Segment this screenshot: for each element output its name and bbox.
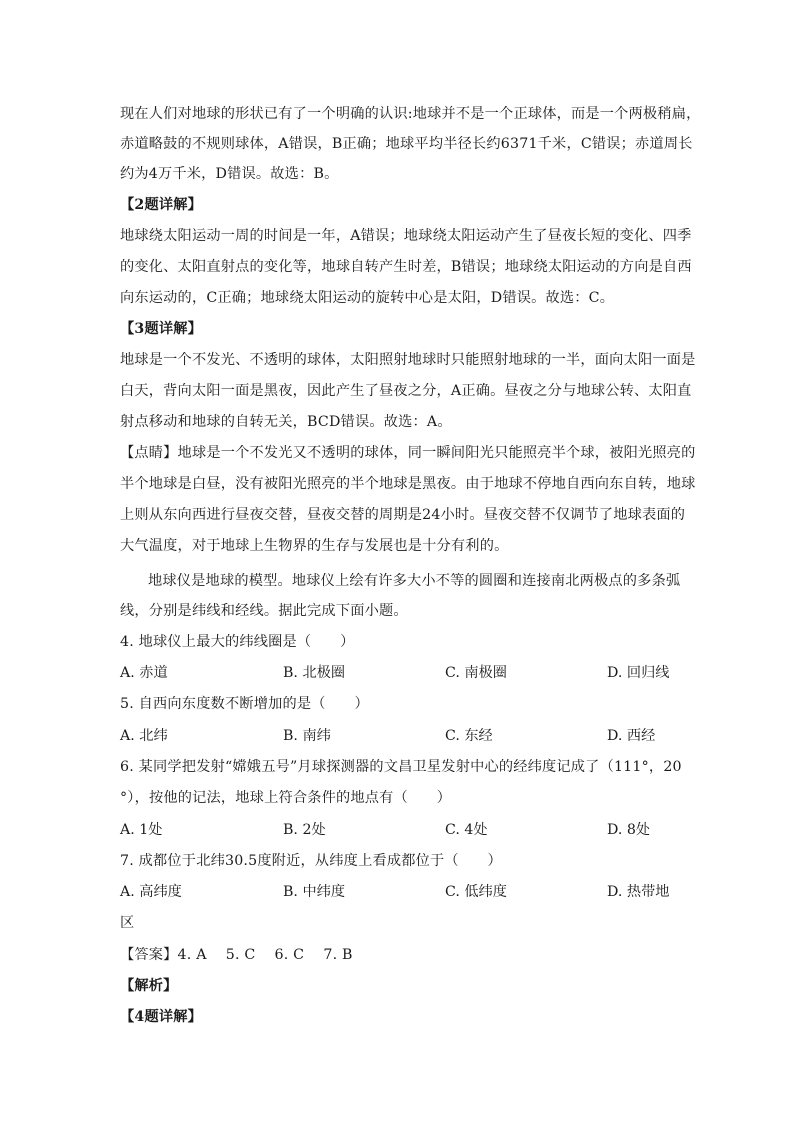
text-line: 大气温度，对于地球上生物界的生存与发展也是十分有利的。 [120, 538, 509, 554]
text-line: 现在人们对地球的形状已有了一个明确的认识:地球并不是一个正球体，而是一个两极稍扁， [120, 106, 701, 122]
q5-option-a: A. 北纬 [120, 728, 168, 744]
q7-option-b: B. 中纬度 [283, 884, 346, 900]
text-line: 约为4万千米，D错误。故选：B。 [120, 166, 339, 182]
text-line: 的变化、太阳直射点的变化等，地球自转产生时差，B错误；地球绕太阳运动的方向是自西 [120, 259, 692, 275]
q7-option-d-cont: 区 [120, 915, 135, 931]
q7-option-d: D. 热带地 [607, 884, 670, 900]
q6-option-d: D. 8处 [607, 822, 651, 838]
passage-intro: 地球仪是地球的模型。地球仪上绘有许多大小不等的圆圈和连接南北两极点的多条弧 [148, 573, 681, 589]
section-heading: 【2题详解】 [120, 197, 203, 213]
question-5: 5. 自西向东度数不断增加的是（ ） [120, 696, 369, 712]
q6-option-c: C. 4处 [445, 822, 488, 838]
q5-option-d: D. 西经 [607, 728, 656, 744]
text-line: 地球绕太阳运动一周的时间是一年，A错误；地球绕太阳运动产生了昼夜长短的变化、四季 [120, 228, 692, 244]
q4-option-c: C. 南极圈 [445, 665, 507, 681]
text-line: 上则从东向西进行昼夜交替，昼夜交替的周期是24小时。昼夜交替不仅调节了地球表面的 [120, 507, 686, 523]
text-line: 地球是一个不发光、不透明的球体，太阳照射地球时只能照射地球的一半，面向太阳一面是 [120, 352, 696, 368]
q7-option-a: A. 高纬度 [120, 884, 182, 900]
text-line: 线，分别是纬线和经线。据此完成下面小题。 [120, 603, 408, 619]
text-line: 向东运动的，C正确；地球绕太阳运动的旋转中心是太阳，D错误。故选：C。 [120, 290, 615, 306]
text-line: 赤道略鼓的不规则球体，A错误，B正确；地球平均半径长约6371千米，C错误；赤道周长 [120, 136, 693, 152]
q4-option-a: A. 赤道 [120, 665, 168, 681]
q5-option-c: C. 东经 [445, 728, 493, 744]
question-4: 4. 地球仪上最大的纬线圈是（ ） [120, 634, 355, 650]
text-line: 白天，背向太阳一面是黑夜，因此产生了昼夜之分，A正确。昼夜之分与地球公转、太阳直 [120, 383, 692, 399]
section-heading: 【4题详解】 [120, 1009, 203, 1025]
text-line: 半个地球是白昼，没有被阳光照亮的半个地球是黑夜。由于地球不停地自西向东自转，地球 [120, 476, 696, 492]
text-line: 射点移动和地球的自转无关，BCD错误。故选：A。 [120, 414, 452, 430]
answer-line: 【答案】4. A 5. C 6. C 7. B [120, 947, 353, 963]
question-7: 7. 成都位于北纬30.5度附近，从纬度上看成都位于（ ） [120, 853, 502, 869]
q5-option-b: B. 南纬 [283, 728, 331, 744]
question-6: 6. 某同学把发射“嫦娥五号”月球探测器的文昌卫星发射中心的经纬度记成了（111°，20 [120, 759, 682, 775]
q4-option-d: D. 回归线 [607, 665, 670, 681]
analysis-heading: 【解析】 [120, 978, 178, 994]
section-heading: 【3题详解】 [120, 321, 203, 337]
question-6-cont: °），按他的记法，地球上符合条件的地点有（ ） [120, 790, 452, 806]
q6-option-a: A. 1处 [120, 822, 163, 838]
q7-option-c: C. 低纬度 [445, 884, 507, 900]
q6-option-b: B. 2处 [283, 822, 326, 838]
q4-option-b: B. 北极圈 [283, 665, 346, 681]
point-note: 【点睛】地球是一个不发光又不透明的球体，同一瞬间阳光只能照亮半个球，被阳光照亮的 [120, 445, 696, 461]
